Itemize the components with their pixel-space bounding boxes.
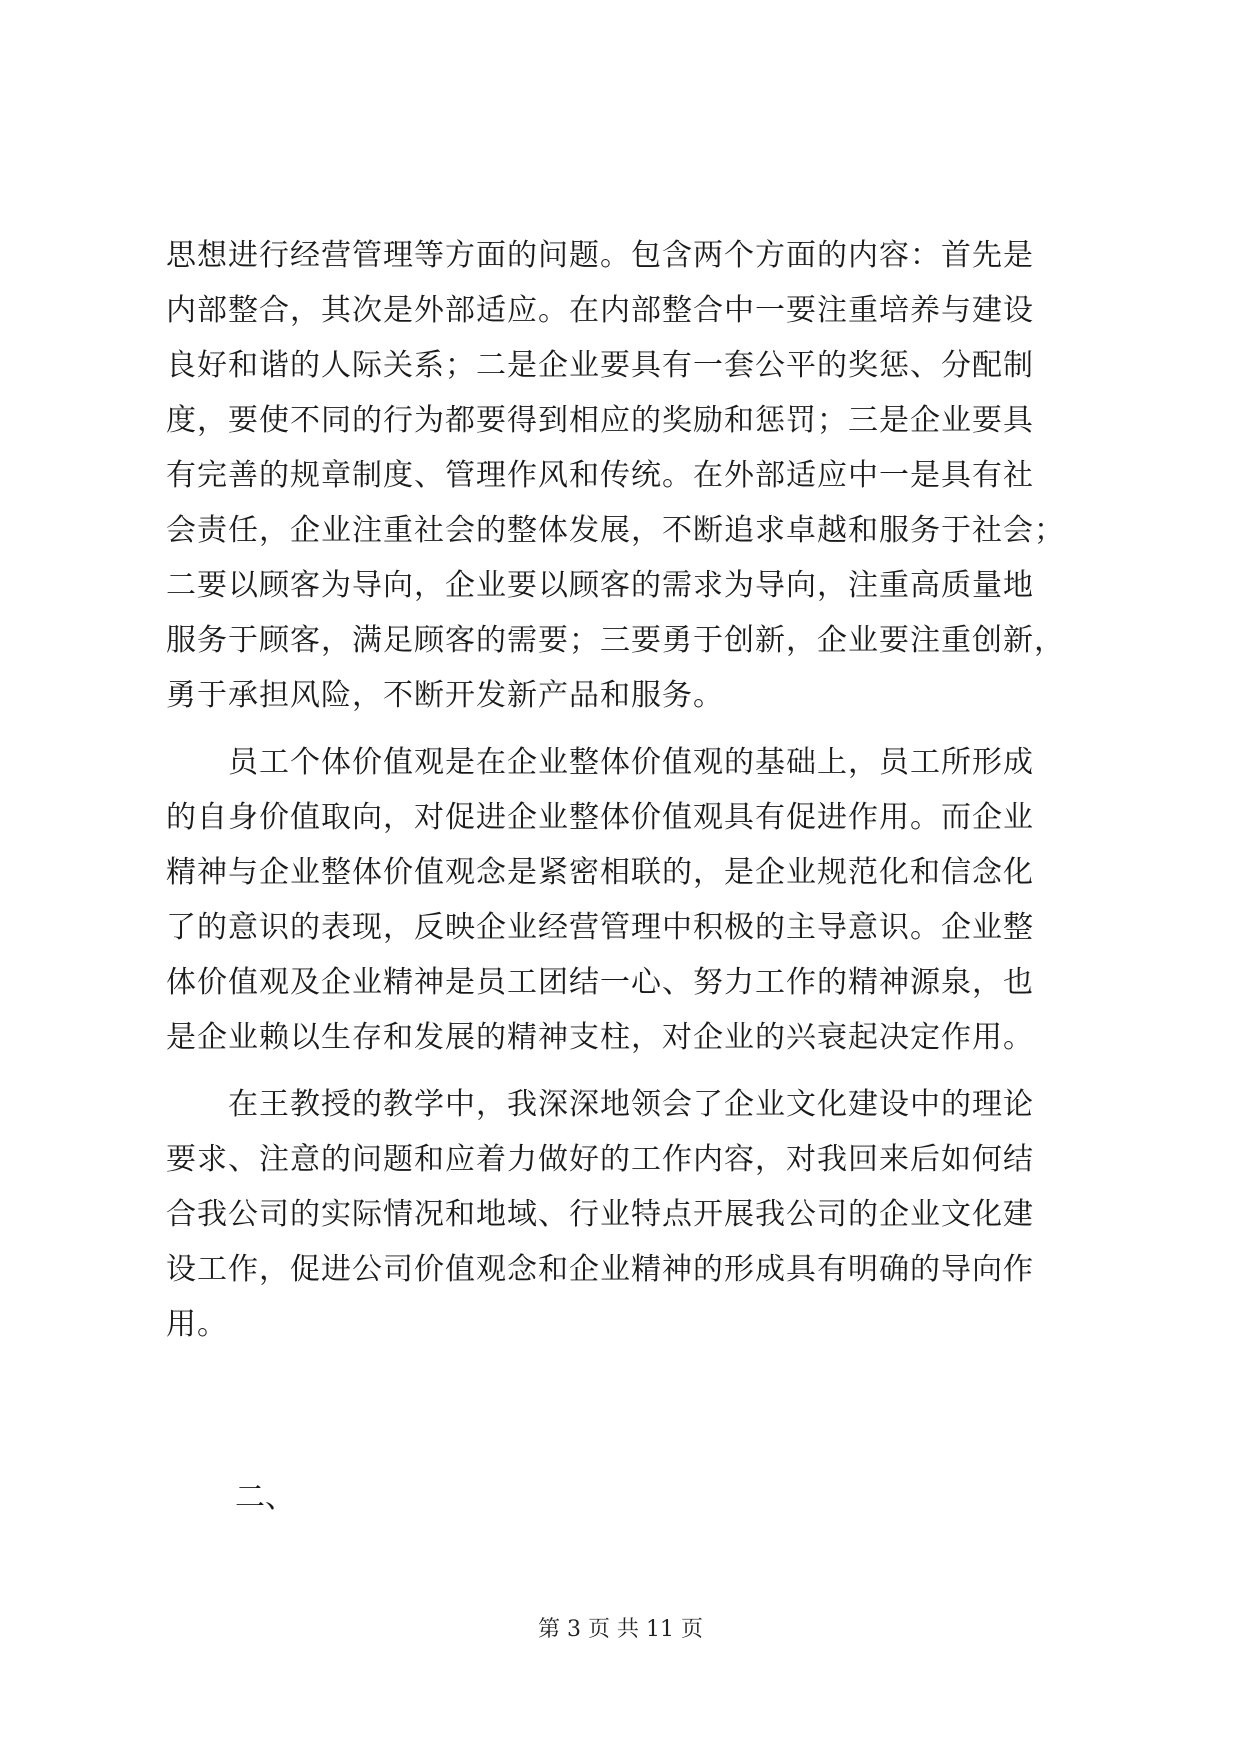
text-line: 二要以顾客为导向，企业要以顾客的需求为导向，注重高质量地 [166,568,1034,603]
text-line: 勇于承担风险，不断开发新产品和服务。 [166,678,724,713]
text-line: 要求、注意的问题和应着力做好的工作内容，对我回来后如何结 [166,1142,1034,1177]
text-line: 体价值观及企业精神是员工团结一心、努力工作的精神源泉，也 [166,965,1034,1000]
text-line: 的自身价值取向，对促进企业整体价值观具有促进作用。而企业 [166,800,1034,835]
text-line: 是企业赖以生存和发展的精神支柱，对企业的兴衰起决定作用。 [166,1020,1034,1055]
text-line: 良好和谐的人际关系；二是企业要具有一套公平的奖惩、分配制 [166,348,1034,383]
section-heading: 二、 [235,1480,295,1515]
text-line: 精神与企业整体价值观念是紧密相联的，是企业规范化和信念化 [166,855,1034,890]
text-line: 内部整合，其次是外部适应。在内部整合中一要注重培养与建设 [166,293,1034,328]
text-line: 度，要使不同的行为都要得到相应的奖励和惩罚；三是企业要具 [166,403,1034,438]
text-line: 了的意识的表现，反映企业经营管理中积极的主导意识。企业整 [166,910,1034,945]
text-line: 合我公司的实际情况和地域、行业特点开展我公司的企业文化建 [166,1197,1034,1232]
text-line: 设工作，促进公司价值观念和企业精神的形成具有明确的导向作 [166,1252,1034,1287]
document-body [166,228,1081,1352]
text-line: 在王教授的教学中，我深深地领会了企业文化建设中的理论 [166,1087,1034,1122]
paragraph-2 [166,735,1081,1065]
paragraph-3 [166,1077,1081,1352]
paragraph-1 [166,228,1081,723]
text-line: 员工个体价值观是在企业整体价值观的基础上，员工所形成 [166,745,1034,780]
page-number-footer: 第 3 页 共 11 页 [538,1617,703,1642]
text-line: 思想进行经营管理等方面的问题。包含两个方面的内容：首先是 [166,238,1034,273]
text-line: 会责任，企业注重社会的整体发展，不断追求卓越和服务于社会； [166,513,1065,548]
text-line: 用。 [166,1307,228,1342]
text-line: 服务于顾客，满足顾客的需要；三要勇于创新，企业要注重创新， [166,623,1065,658]
text-line: 有完善的规章制度、管理作风和传统。在外部适应中一是具有社 [166,458,1034,493]
